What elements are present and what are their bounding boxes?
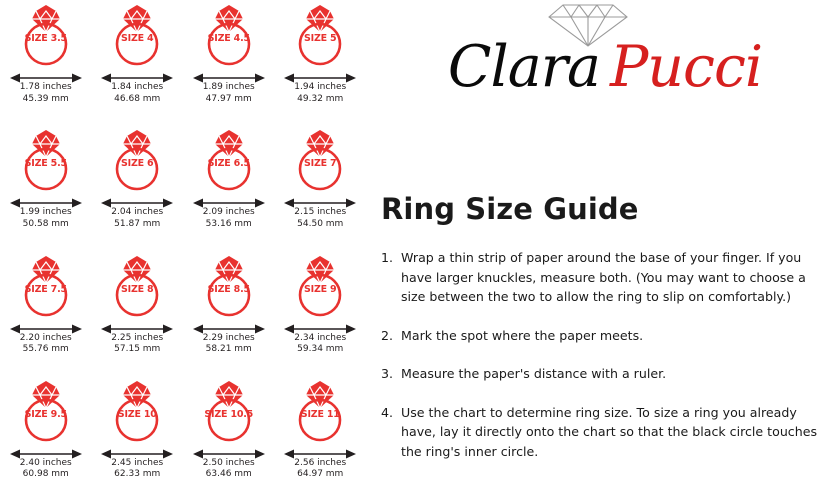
ring-size-label: SIZE 5 (304, 33, 337, 44)
ring-measure-mm: 58.21 mm (205, 344, 252, 354)
ring-measurement-text (20, 207, 72, 230)
diameter-arrow-icon (190, 69, 268, 81)
guide-step (381, 248, 826, 307)
diameter-arrow-icon (7, 69, 85, 81)
guide-step-text: Use the chart to determine ring size. To size a ring you already have, lay it directly onto the chart so that the black circle touches the ring's inner circle. (401, 404, 818, 459)
guide-step-number: 1. (381, 250, 394, 265)
ring-diagram-icon (7, 254, 85, 322)
ring-measure-mm: 50.58 mm (22, 218, 69, 229)
ring-measurement-text (111, 333, 163, 356)
ring-size-label: SIZE 11 (300, 408, 340, 420)
diameter-arrow-icon (281, 69, 359, 81)
ring-measurement-text (294, 82, 346, 105)
guide-step-text: Wrap a thin strip of paper around the base of your finger. If you have larger knuckles, measure both. (You may want to choose a size between the two to allow the ring to slip on comfortably.) (401, 250, 806, 304)
guide-step (381, 326, 826, 346)
ring-size-cell (183, 251, 275, 376)
ring-measure-inches: 2.09 inches (202, 207, 255, 218)
ring-measure-mm: 53.16 mm (205, 218, 252, 229)
ring-size-cell (183, 0, 275, 125)
ring-measurement-text (294, 207, 346, 230)
diameter-arrow-icon (7, 445, 85, 457)
ring-measure-mm: 49.32 mm (297, 93, 344, 104)
diameter-arrow-icon (98, 445, 176, 457)
ring-measure-inches: 1.94 inches (294, 82, 347, 92)
ring-size-cell (275, 125, 367, 250)
ring-diagram-icon (7, 379, 85, 447)
ring-diagram-icon (190, 379, 268, 447)
ring-diagram-icon (190, 254, 268, 322)
ring-size-chart (0, 0, 366, 501)
ring-size-cell (275, 0, 367, 125)
ring-measurement-text (20, 458, 72, 481)
guide-step (381, 364, 826, 384)
ring-diagram-icon (7, 128, 85, 196)
ring-diagram-icon (98, 128, 176, 196)
ring-diagram-icon (281, 128, 359, 196)
ring-size-label: SIZE 6.5 (207, 158, 250, 170)
ring-diagram-icon (281, 3, 359, 71)
ring-measure-mm: 60.98 mm (22, 469, 69, 480)
ring-size-cell (92, 0, 184, 125)
ring-measure-mm: 54.50 mm (297, 218, 344, 229)
ring-measurement-text (111, 207, 163, 230)
ring-size-label: SIZE 8 (121, 283, 154, 295)
ring-measure-mm: 64.97 mm (297, 469, 344, 480)
ring-measurement-text (111, 458, 163, 481)
ring-measure-mm: 55.76 mm (22, 344, 69, 354)
guide-panel (381, 192, 826, 480)
ring-diagram-icon (190, 128, 268, 196)
ring-measure-inches: 2.25 inches (111, 332, 164, 343)
diameter-arrow-icon (281, 320, 359, 332)
ring-measure-inches: 2.50 inches (202, 457, 255, 468)
ring-measure-mm: 47.97 mm (205, 93, 252, 104)
ring-measurement-text (111, 82, 163, 105)
ring-measure-mm: 59.34 mm (297, 344, 344, 354)
ring-size-cell (0, 251, 92, 376)
ring-measure-mm: 45.39 mm (22, 93, 69, 104)
ring-size-cell (92, 251, 184, 376)
ring-measurement-text (294, 333, 346, 356)
ring-size-label: SIZE 4.5 (207, 33, 250, 44)
ring-measure-mm: 57.15 mm (114, 344, 161, 354)
ring-size-label: SIZE 7 (304, 158, 337, 170)
ring-diagram-icon (98, 3, 176, 71)
ring-measurement-text (203, 333, 255, 356)
ring-size-label: SIZE 6 (121, 158, 154, 170)
ring-size-cell (275, 251, 367, 376)
ring-size-label: SIZE 10 (117, 408, 157, 420)
guide-step-text: Measure the paper's distance with a ruler. (401, 366, 667, 381)
guide-step-number: 3. (381, 366, 394, 381)
brand-wordmark (380, 24, 830, 110)
ring-diagram-icon (190, 3, 268, 71)
ring-measure-inches: 2.29 inches (202, 332, 255, 343)
ring-measure-mm: 46.68 mm (114, 93, 161, 104)
ring-size-cell (0, 0, 92, 125)
ring-measure-inches: 1.78 inches (19, 82, 72, 92)
ring-size-label: SIZE 8.5 (207, 283, 250, 295)
ring-size-cell (0, 125, 92, 250)
ring-diagram-icon (281, 254, 359, 322)
brand-name-first: Clara (447, 34, 600, 100)
ring-diagram-icon (98, 254, 176, 322)
ring-measurement-text (294, 458, 346, 481)
ring-measure-mm: 62.33 mm (114, 469, 161, 480)
ring-size-cell (275, 376, 367, 501)
ring-size-cell (92, 376, 184, 501)
guide-steps-list (381, 248, 826, 461)
ring-measurement-text (20, 82, 72, 105)
diameter-arrow-icon (190, 320, 268, 332)
ring-size-cell (183, 376, 275, 501)
ring-measure-inches: 2.04 inches (111, 207, 164, 218)
diameter-arrow-icon (98, 194, 176, 206)
ring-diagram-icon (7, 3, 85, 71)
page-title: Ring Size Guide (381, 192, 639, 226)
diameter-arrow-icon (281, 445, 359, 457)
ring-size-label: SIZE 4 (121, 33, 154, 44)
diameter-arrow-icon (190, 194, 268, 206)
ring-measure-inches: 1.99 inches (19, 207, 72, 218)
ring-measure-inches: 1.84 inches (111, 82, 164, 92)
ring-measure-inches: 1.89 inches (202, 82, 255, 92)
ring-measure-inches: 2.40 inches (19, 457, 72, 468)
ring-size-label: SIZE 9.5 (24, 408, 67, 420)
guide-step-text: Mark the spot where the paper meets. (401, 327, 644, 343)
ring-measure-inches: 2.20 inches (19, 332, 72, 343)
ring-measurement-text (20, 333, 72, 356)
brand-name-second: Pucci (609, 34, 763, 100)
ring-size-cell (92, 125, 184, 250)
ring-measure-inches: 2.34 inches (294, 332, 347, 343)
diameter-arrow-icon (98, 69, 176, 81)
ring-measurement-text (203, 207, 255, 230)
ring-size-label: SIZE 5.5 (24, 158, 67, 170)
ring-diagram-icon (281, 379, 359, 447)
ring-size-label: SIZE 3.5 (24, 33, 67, 44)
brand-logo (380, 2, 830, 110)
diameter-arrow-icon (281, 194, 359, 206)
ring-size-label: SIZE 7.5 (24, 283, 67, 295)
guide-step-number: 2. (381, 327, 394, 343)
diameter-arrow-icon (7, 194, 85, 206)
ring-measure-mm: 63.46 mm (205, 469, 252, 480)
ring-size-label: SIZE 9 (304, 283, 337, 295)
ring-measure-inches: 2.56 inches (294, 457, 347, 468)
ring-size-label: SIZE 10.5 (204, 408, 254, 420)
diameter-arrow-icon (190, 445, 268, 457)
ring-measurement-text (203, 82, 255, 105)
ring-size-cell (183, 125, 275, 250)
diameter-arrow-icon (7, 320, 85, 332)
guide-step (381, 403, 826, 462)
ring-measure-inches: 2.15 inches (294, 207, 347, 218)
ring-measurement-text (203, 458, 255, 481)
guide-step-number: 4. (381, 404, 394, 420)
ring-measure-inches: 2.45 inches (111, 457, 164, 468)
ring-diagram-icon (98, 379, 176, 447)
ring-measure-mm: 51.87 mm (114, 218, 161, 229)
ring-size-cell (0, 376, 92, 501)
diameter-arrow-icon (98, 320, 176, 332)
